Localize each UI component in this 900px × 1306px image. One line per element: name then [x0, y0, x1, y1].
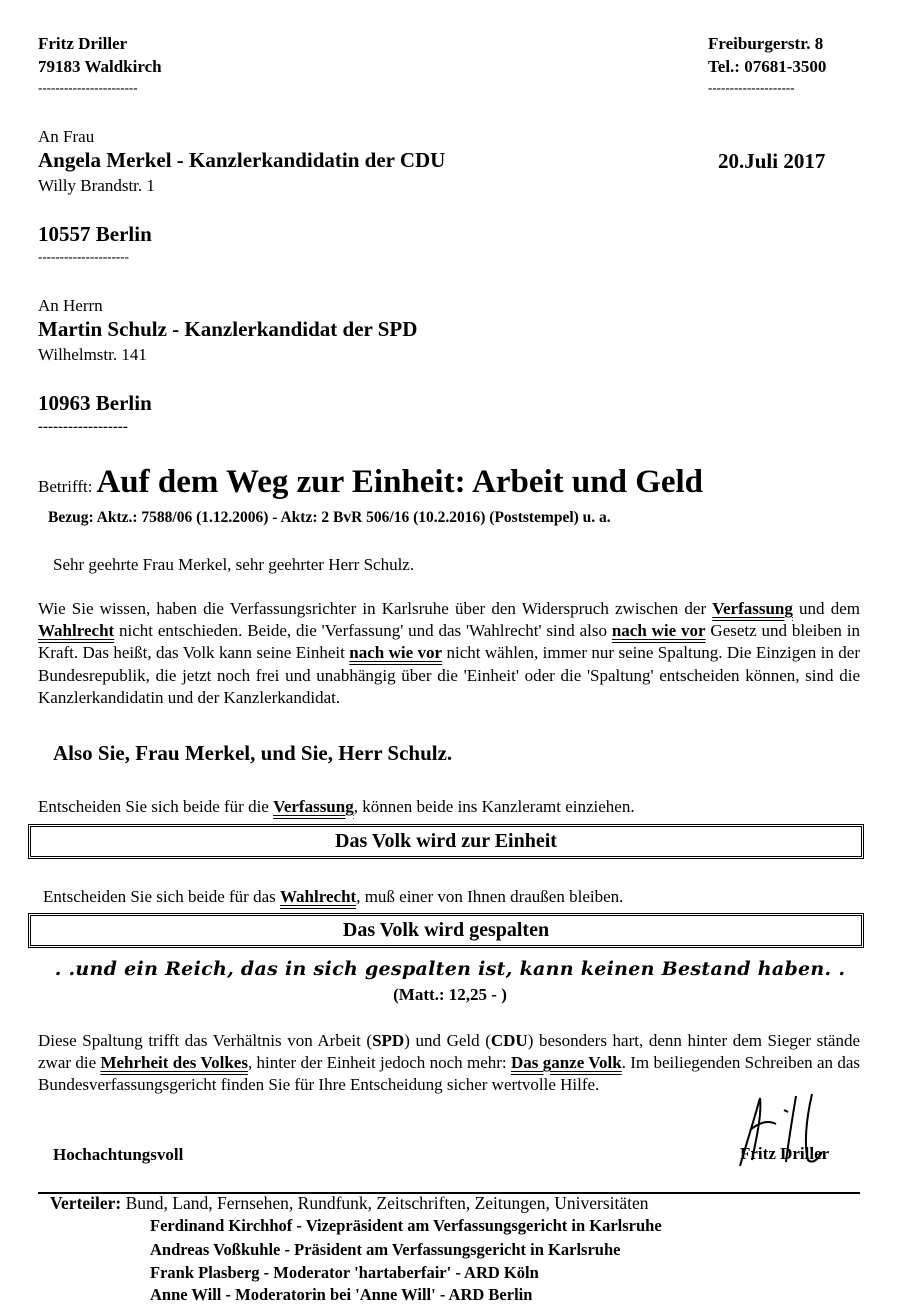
underline-nach-wie-vor-2: nach wie vor: [349, 643, 443, 663]
underline-wahlrecht-option: Wahlrecht: [280, 887, 357, 906]
subject-title: Auf dem Weg zur Einheit: Arbeit und Geld: [96, 464, 704, 500]
distribution-first: Bund, Land, Fernsehen, Rundfunk, Zeitschriften, Zeitungen, Universitäten: [125, 1193, 649, 1213]
sender-rule-right: --------------------: [708, 80, 795, 95]
option2-box: Das Volk wird gespalten: [28, 913, 864, 948]
option2-sentence: [43, 887, 623, 907]
body-paragraph-2: [38, 1030, 860, 1097]
recipient2-street: Wilhelmstr. 141: [38, 345, 147, 364]
party-cdu: CDU: [490, 1031, 528, 1050]
recipient2-name: Martin Schulz - Kanzlerkandidat der SPD: [38, 317, 418, 341]
letter-date: 20.Juli 2017: [718, 149, 826, 173]
recipient1-name: Angela Merkel - Kanzlerkandidatin der CDU: [38, 148, 446, 172]
subject-label: Betrifft:: [38, 477, 93, 496]
body2-text: Diese Spaltung trifft das Verhältnis von Arbeit (: [38, 1031, 373, 1050]
underline-ganze-volk: Das ganze Volk: [511, 1053, 622, 1073]
body2-text: ) besonders hart, denn hinter dem Sieger stände zwar die: [38, 1031, 861, 1073]
option2-text: Entscheiden Sie sich beide für das: [43, 887, 280, 906]
underline-wahlrecht: Wahlrecht: [38, 621, 115, 641]
distribution-line: Anne Will - Moderatorin bei 'Anne Will' - ARD Berlin: [150, 1285, 533, 1304]
option1-sentence: [38, 797, 635, 817]
recipient1-salutation: An Frau: [38, 127, 95, 146]
closing: Hochachtungsvoll: [53, 1145, 184, 1164]
distribution-line: Frank Plasberg - Moderator 'hartaberfair' - ARD Köln: [150, 1263, 539, 1282]
underline-verfassung: Verfassung: [712, 599, 793, 618]
body2-text: ) und Geld (: [404, 1031, 491, 1050]
party-spd: SPD: [372, 1031, 405, 1050]
recipient1-rule: ---------------------: [38, 249, 129, 264]
underline-nach-wie-vor: nach wie vor: [611, 621, 706, 641]
body1-text: und dem: [792, 599, 860, 618]
recipient2-rule: ------------------: [38, 419, 128, 435]
recipient1-city: 10557 Berlin: [38, 222, 152, 246]
sender-rule-left: -----------------------: [38, 80, 138, 95]
body2-text: , hinter der Einheit jedoch noch mehr:: [247, 1053, 511, 1073]
body1-text: nicht wählen, immer nur seine Spaltung. Die Einzigen in der Bundesrepublik, die jetzt noch frei und unabhängig über die 'Einheit' oder die 'Spaltung' entscheiden können, sind die Kanzlerkandidatin und der Kanzlerkandidat.: [38, 643, 860, 707]
body1-text: Wie Sie wissen, haben die Verfassungsrichter in Karlsruhe über den Widerspruch zwischen der: [38, 599, 713, 618]
distribution-first-line: [50, 1193, 649, 1214]
distribution-label: Verteiler:: [50, 1193, 122, 1213]
option1-box: Das Volk wird zur Einheit: [28, 824, 864, 859]
sender-name: Fritz Driller: [38, 34, 128, 53]
distribution-line: Ferdinand Kirchhof - Vizepräsident am Verfassungsgericht in Karlsruhe: [150, 1216, 662, 1235]
recipient1-street: Willy Brandstr. 1: [38, 176, 155, 195]
body-paragraph-1: [38, 598, 860, 709]
body2-text: . Im beiliegenden Schreiben an das Bundesverfassungsgericht finden Sie für Ihre Entscheidung sicher wertvolle Hilfe.: [38, 1053, 860, 1095]
distribution-line: Andreas Voßkuhle - Präsident am Verfassungsgericht in Karlsruhe: [150, 1240, 621, 1259]
subject-reference: Bezug: Aktz.: 7588/06 (1.12.2006) - Aktz: 2 BvR 506/16 (10.2.2016) (Poststempel) u. a.: [48, 509, 611, 526]
sender-phone: Tel.: 07681-3500: [708, 57, 827, 76]
sender-city: 79183 Waldkirch: [38, 57, 162, 76]
body1-text: nicht entschieden. Beide, die 'Verfassung' und das 'Wahlrecht' sind also: [114, 621, 612, 641]
option1-text: Entscheiden Sie sich beide für die: [38, 797, 274, 816]
body1-text: Gesetz und bleiben in Kraft. Das heißt, das Volk kann seine Einheit: [38, 621, 860, 663]
subject-line: [38, 464, 703, 501]
recipient2-city: 10963 Berlin: [38, 391, 152, 415]
underline-verfassung-option: Verfassung: [273, 797, 354, 816]
option2-text: , muß einer von Ihnen draußen bleiben.: [356, 887, 624, 906]
recipient2-salutation: An Herrn: [38, 296, 103, 315]
bible-quote-reference: (Matt.: 12,25 - ): [393, 985, 507, 1004]
greeting: Sehr geehrte Frau Merkel, sehr geehrter Herr Schulz.: [53, 555, 415, 574]
emphasis-line: Also Sie, Frau Merkel, und Sie, Herr Schulz.: [53, 741, 453, 765]
signature-name: Fritz Driller: [740, 1144, 830, 1163]
option1-text: , können beide ins Kanzleramt einziehen.: [353, 797, 635, 816]
sender-street: Freiburgerstr. 8: [708, 34, 824, 53]
underline-mehrheit: Mehrheit des Volkes: [100, 1053, 248, 1073]
bible-quote: . .und ein Reich, das in sich gespalten ist, kann keinen Bestand haben. .: [54, 958, 846, 980]
